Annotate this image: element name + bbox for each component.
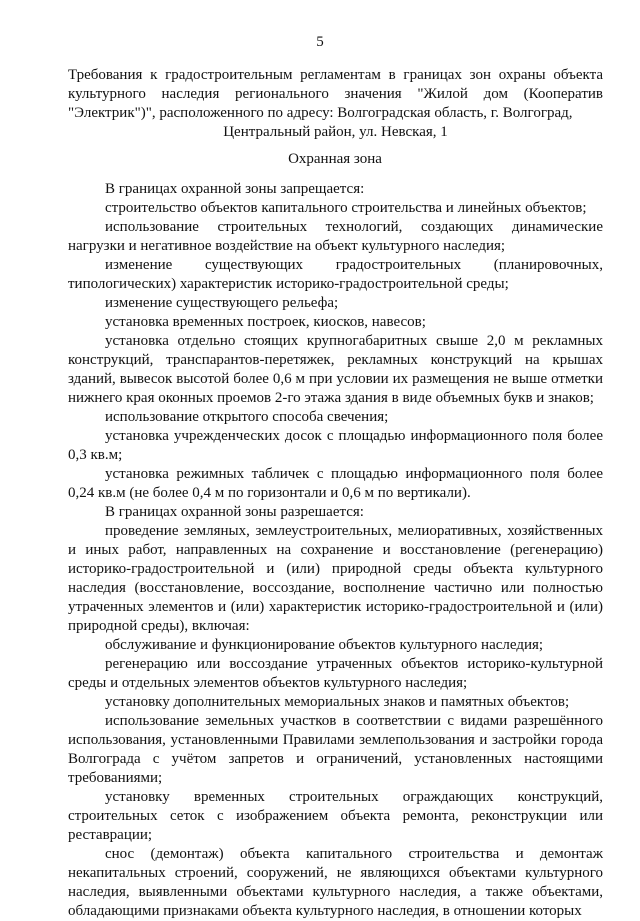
title-main: Требования к градостроительным регламентам в границах зон охраны объекта культурного наследия регионального значения "Жилой дом (Кооператив "Электрик")", расположенного по адресу: Волгоградская область, г. Волгоград, (68, 67, 603, 121)
zone-heading: Охранная зона (288, 151, 382, 167)
paragraph: установку временных строительных ограждающих конструкций, строительных сеток с изображением объекта ремонта, реконструкции или реставрации; (68, 789, 603, 843)
paragraph: изменение существующих градостроительных (планировочных, типологических) характеристик историко-градостроительной среды; (68, 257, 603, 292)
paragraph: снос (демонтаж) объекта капитального строительства и демонтаж некапитальных строений, сооружений, не являющихся объектами культурного наследия, выявленными объектами культурного наследия, а также объектами, обладающими признаками объекта культурного наследия, в отношении которых (68, 846, 603, 919)
paragraph: установка учрежденческих досок с площадью информационного поля более 0,3 кв.м; (68, 428, 603, 463)
document-title (68, 66, 603, 142)
paragraph: регенерацию или воссоздание утраченных объектов историко-культурной среды и отдельных элементов объектов культурного наследия; (68, 656, 603, 691)
paragraph: установка отдельно стоящих крупногабаритных свыше 2,0 м рекламных конструкций, транспарантов-перетяжек, рекламных конструкций на крышах зданий, вывесок высотой более 0,6 м при условии их размещения не выше отметки нижнего края оконных проемов 2-го этажа здания в виде объемных букв и знаков; (68, 333, 603, 406)
paragraph: строительство объектов капитального строительства и линейных объектов; (105, 200, 587, 216)
paragraph: установка режимных табличек с площадью информационного поля более 0,24 кв.м (не более 0,4 м по горизонтали и 0,6 м по вертикали). (68, 466, 603, 501)
paragraph: использование открытого способа свечения; (105, 409, 389, 425)
paragraph: В границах охранной зоны разрешается: (105, 504, 364, 520)
title-last-line: Центральный район, ул. Невская, 1 (223, 124, 448, 140)
paragraph: проведение земляных, землеустроительных, мелиоративных, хозяйственных и иных работ, направленных на сохранение и восстановление (регенерацию) историко-градостроительной и (или) природной среды объекта культурного наследия (восстановление, воссоздание, восполнение частично или полностью утраченных элементов и (или) характеристик историко-градостроительной и (или) природной среды), включая: (68, 523, 603, 634)
paragraph: использование строительных технологий, создающих динамические нагрузки и негативное воздействие на объект культурного наследия; (68, 219, 603, 254)
paragraph: изменение существующего рельефа; (105, 295, 339, 311)
document-body (68, 180, 603, 921)
paragraph: В границах охранной зоны запрещается: (105, 181, 365, 197)
paragraph: установка временных построек, киосков, навесов; (105, 314, 426, 330)
paragraph: использование земельных участков в соответствии с видами разрешённого использования, установленными Правилами землепользования и застройки города Волгограда с учётом запретов и ограничений, установленных настоящими требованиями; (68, 713, 603, 786)
page-number: 5 (316, 34, 324, 50)
paragraph: обслуживание и функционирование объектов культурного наследия; (105, 637, 544, 653)
paragraph: установку дополнительных мемориальных знаков и памятных объектов; (105, 694, 570, 710)
